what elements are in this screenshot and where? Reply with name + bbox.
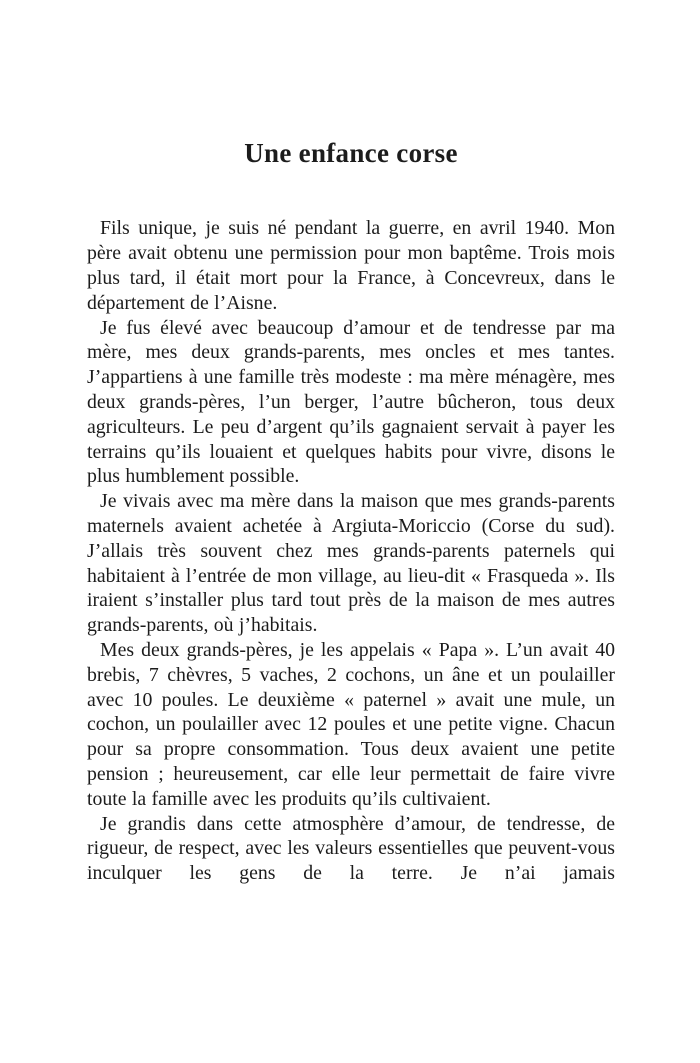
paragraph: Fils unique, je suis né pendant la guerre, en avril 1940. Mon père avait obtenu une permission pour mon baptême. Trois mois plus tard, il était mort pour la France, à Concevreux, dans le département de l’Aisne. <box>87 217 615 314</box>
paragraph: Je grandis dans cette atmosphère d’amour, de tendresse, de rigueur, de respect, avec les valeurs essentielles que peuvent-vous inculquer les gens de la terre. Je n’ai jamais <box>87 812 615 885</box>
paragraph: Je fus élevé avec beaucoup d’amour et de tendresse par ma mère, mes deux grands-parents, mes oncles et mes tantes. J’appartiens à une famille très modeste : ma mère ménagère, mes deux grands-pères, l’un berger, l’autre bûcheron, tous deux agriculteurs. Le peu d’argent qu’ils gagnaient servait à payer les terrains qu’ils louaient et quelques habits pour vivre, disons le plus humblement possible. <box>87 316 615 488</box>
chapter-title: Une enfance corse <box>244 138 458 168</box>
paragraph: Mes deux grands-pères, je les appelais « Papa ». L’un avait 40 brebis, 7 chèvres, 5 vaches, 2 cochons, un âne et un poulailler avec 10 poules. Le deuxième « paternel » avait une mule, un cochon, un poulailler avec 12 poules et une petite vigne. Chacun pour sa propre consommation. Tous deux avaient une petite pension ; heureusement, car elle leur permettait de faire vivre toute la famille avec les produits qu’ils cultivaient. <box>87 638 615 810</box>
paragraph: Je vivais avec ma mère dans la maison que mes grands-parents maternels avaient achetée à Argiuta-Moriccio (Corse du sud). J’allais très souvent chez mes grands-parents paternels qui habitaient à l’entrée de mon village, au lieu-dit « Frasqueda ». Ils iraient s’installer plus tard tout près de la maison de mes autres grands-parents, où j’habitais. <box>87 490 615 637</box>
